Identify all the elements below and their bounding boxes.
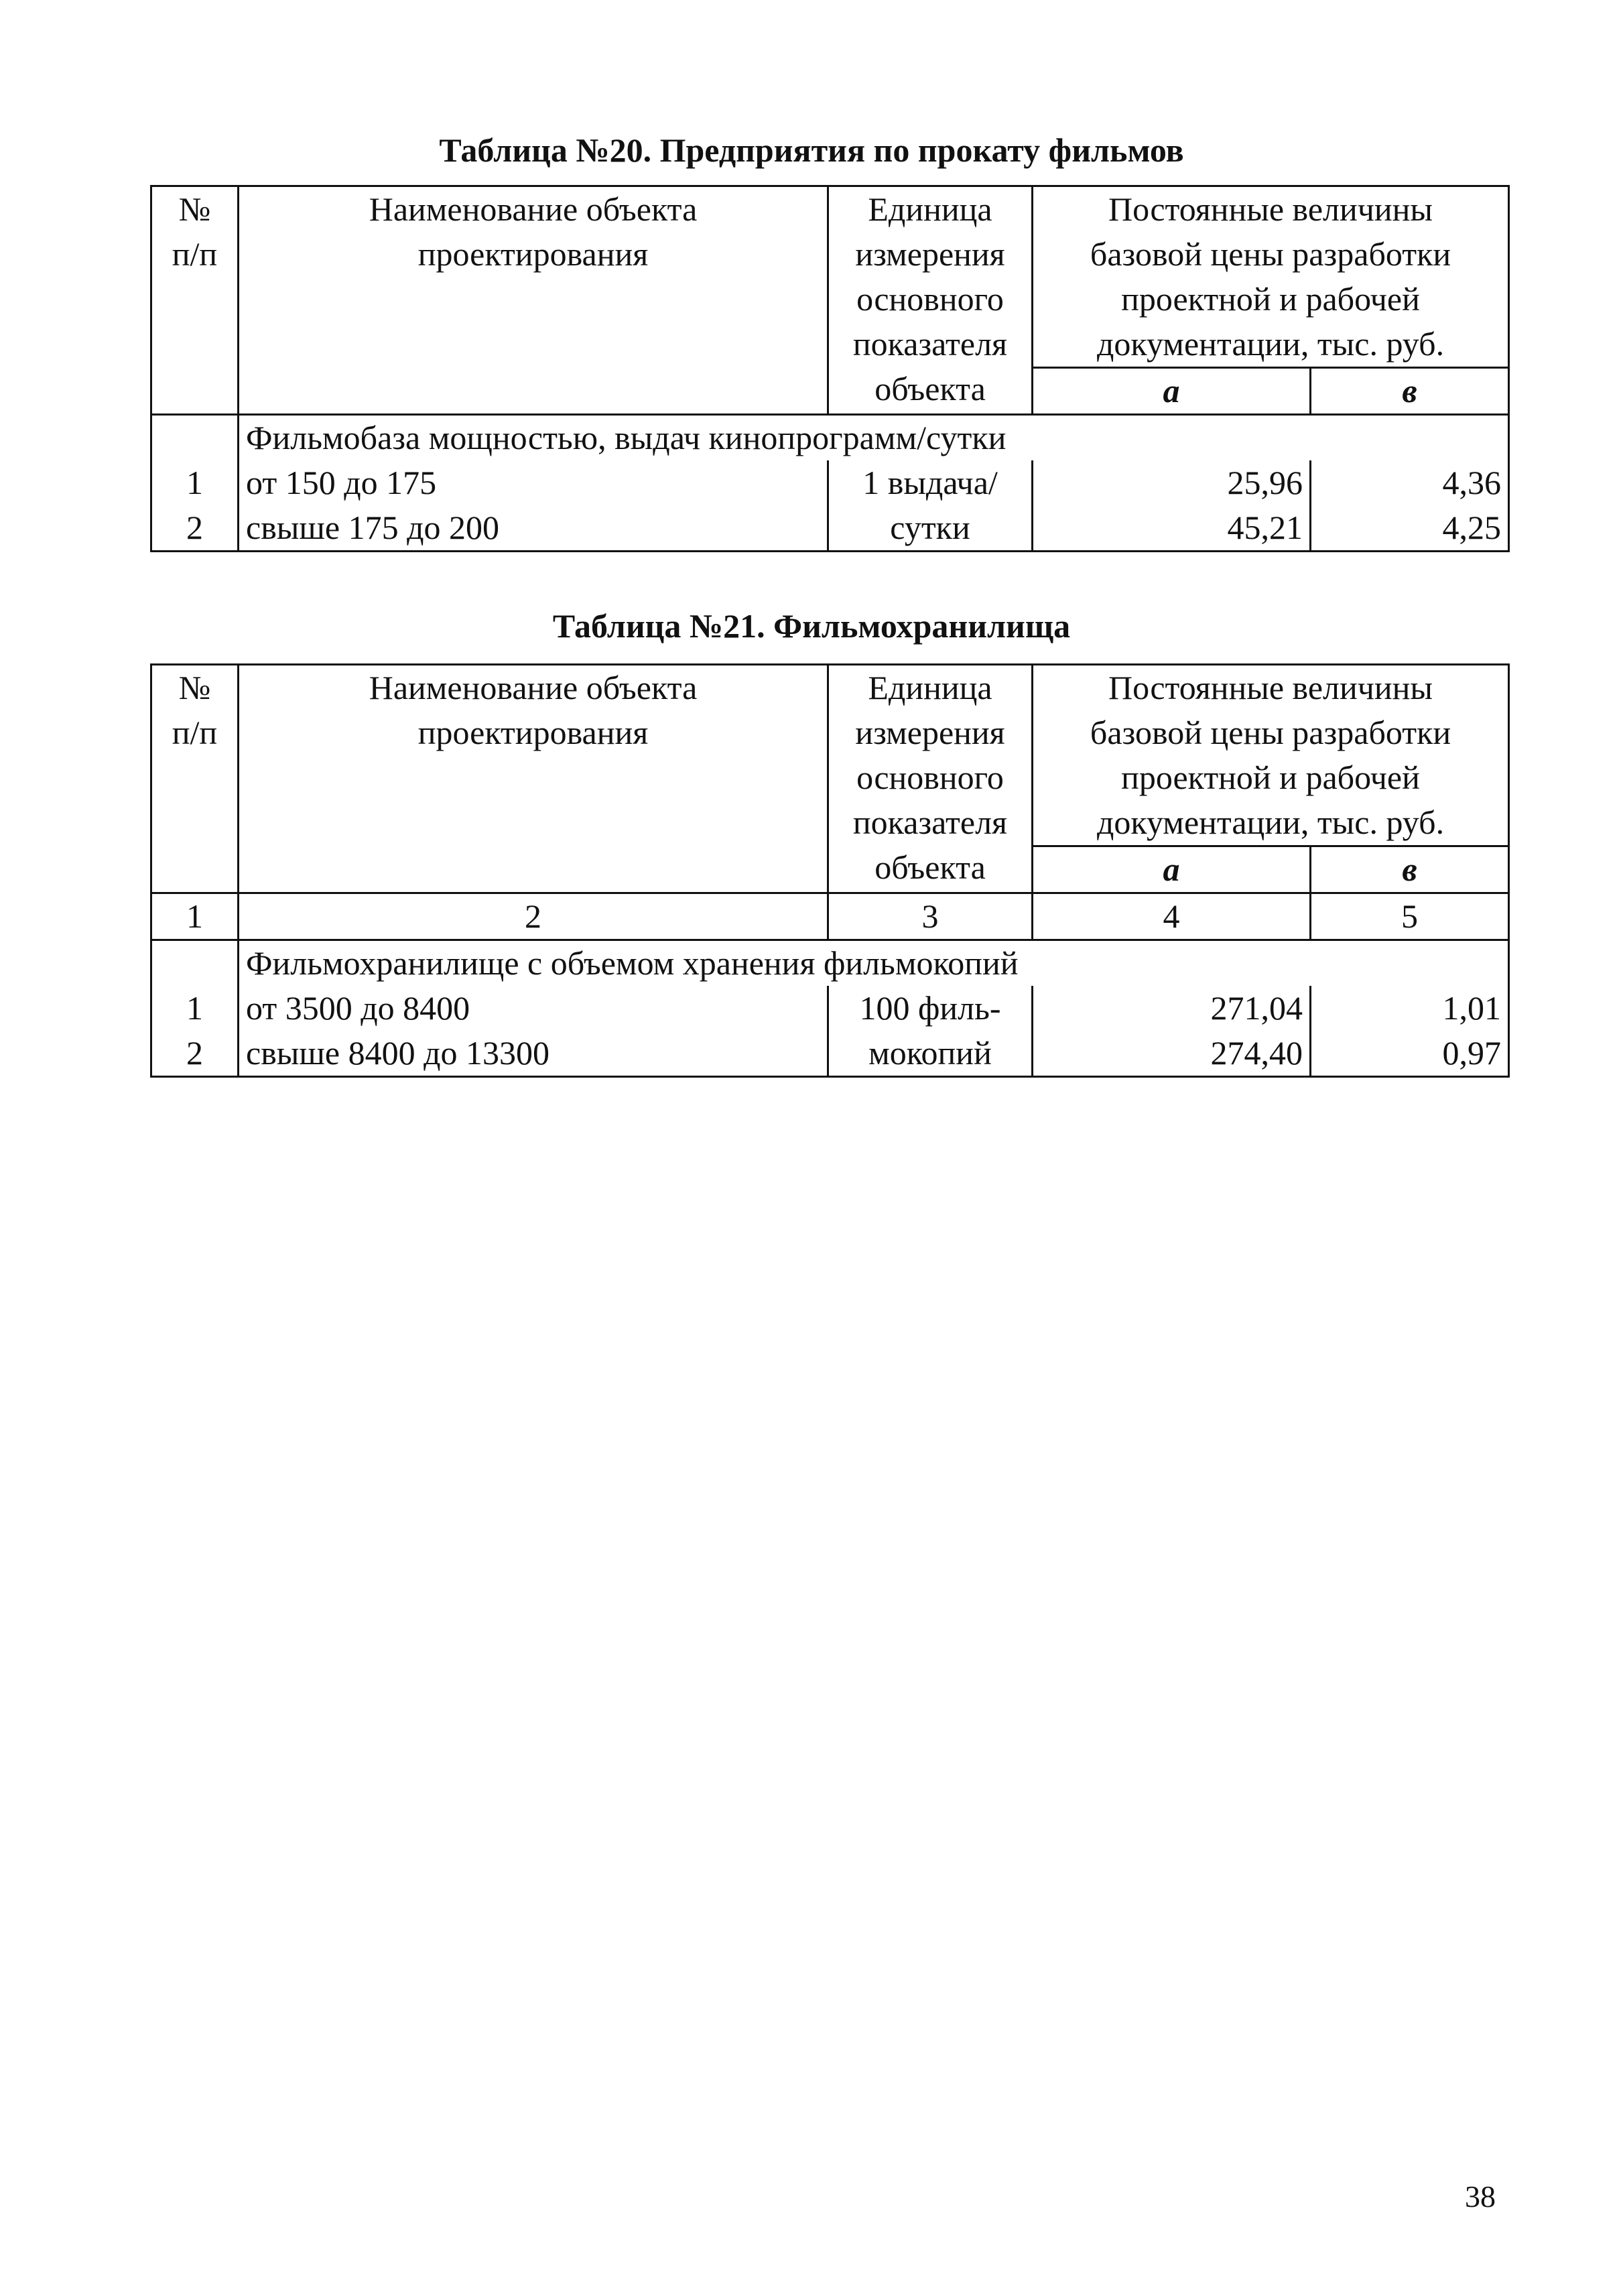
value-a: 45,21 xyxy=(1033,505,1311,552)
row-num: 1 xyxy=(151,460,239,505)
column-number: 2 xyxy=(239,893,828,940)
column-number: 1 xyxy=(151,893,239,940)
value-b: 0,97 xyxy=(1311,1031,1509,1077)
table-row xyxy=(151,415,1509,461)
value-b: 4,36 xyxy=(1311,460,1509,505)
header-unit: Единица измерения основного показателя объекта xyxy=(828,186,1033,415)
value-b: 4,25 xyxy=(1311,505,1509,552)
unit-value-line-2: сутки xyxy=(828,505,1033,552)
header-price: Постоянные величины базовой цены разработки проектной и рабочей документации, тыс. руб. xyxy=(1033,665,1509,846)
table-row xyxy=(151,460,1509,505)
table-21-title: Таблица №21. Фильмохранилища xyxy=(552,607,1071,645)
header-col-b: в xyxy=(1311,368,1509,415)
row-name: свыше 8400 до 13300 xyxy=(239,1031,828,1077)
header-price: Постоянные величины базовой цены разработки проектной и рабочей документации, тыс. руб. xyxy=(1033,186,1509,368)
header-num: № п/п xyxy=(151,186,239,415)
header-col-a: а xyxy=(1033,846,1311,893)
row-num: 1 xyxy=(151,986,239,1031)
header-name: Наименование объекта проектирования xyxy=(239,665,828,893)
header-num: № п/п xyxy=(151,665,239,893)
value-a: 25,96 xyxy=(1033,460,1311,505)
unit-value-line-1: 100 филь- xyxy=(828,986,1033,1031)
value-b: 1,01 xyxy=(1311,986,1509,1031)
table-row xyxy=(151,186,1509,368)
column-numbers-row xyxy=(151,893,1509,940)
table-20 xyxy=(150,185,1510,552)
header-col-a: а xyxy=(1033,368,1311,415)
table-20-title: Таблица №20. Предприятия по прокату фильмов xyxy=(439,131,1184,169)
table-row xyxy=(151,505,1509,552)
table-row xyxy=(151,940,1509,986)
column-number: 4 xyxy=(1033,893,1311,940)
table-row xyxy=(151,1031,1509,1077)
group-label: Фильмобаза мощностью, выдач кинопрограмм/сутки xyxy=(239,415,1509,461)
row-name: свыше 175 до 200 xyxy=(239,505,828,552)
unit-value-line-1: 1 выдача/ xyxy=(828,460,1033,505)
header-name: Наименование объекта проектирования xyxy=(239,186,828,415)
header-col-b: в xyxy=(1311,846,1509,893)
unit-value-line-2: мокопий xyxy=(828,1031,1033,1077)
row-num: 2 xyxy=(151,1031,239,1077)
row-name: от 3500 до 8400 xyxy=(239,986,828,1031)
table-row xyxy=(151,665,1509,846)
group-label: Фильмохранилище с объемом хранения фильмокопий xyxy=(239,940,1509,986)
table-21 xyxy=(150,663,1510,1078)
value-a: 274,40 xyxy=(1033,1031,1311,1077)
row-num: 2 xyxy=(151,505,239,552)
header-unit: Единица измерения основного показателя объекта xyxy=(828,665,1033,893)
column-number: 5 xyxy=(1311,893,1509,940)
table-row xyxy=(151,986,1509,1031)
page-number: 38 xyxy=(1465,2179,1496,2214)
row-name: от 150 до 175 xyxy=(239,460,828,505)
column-number: 3 xyxy=(828,893,1033,940)
value-a: 271,04 xyxy=(1033,986,1311,1031)
